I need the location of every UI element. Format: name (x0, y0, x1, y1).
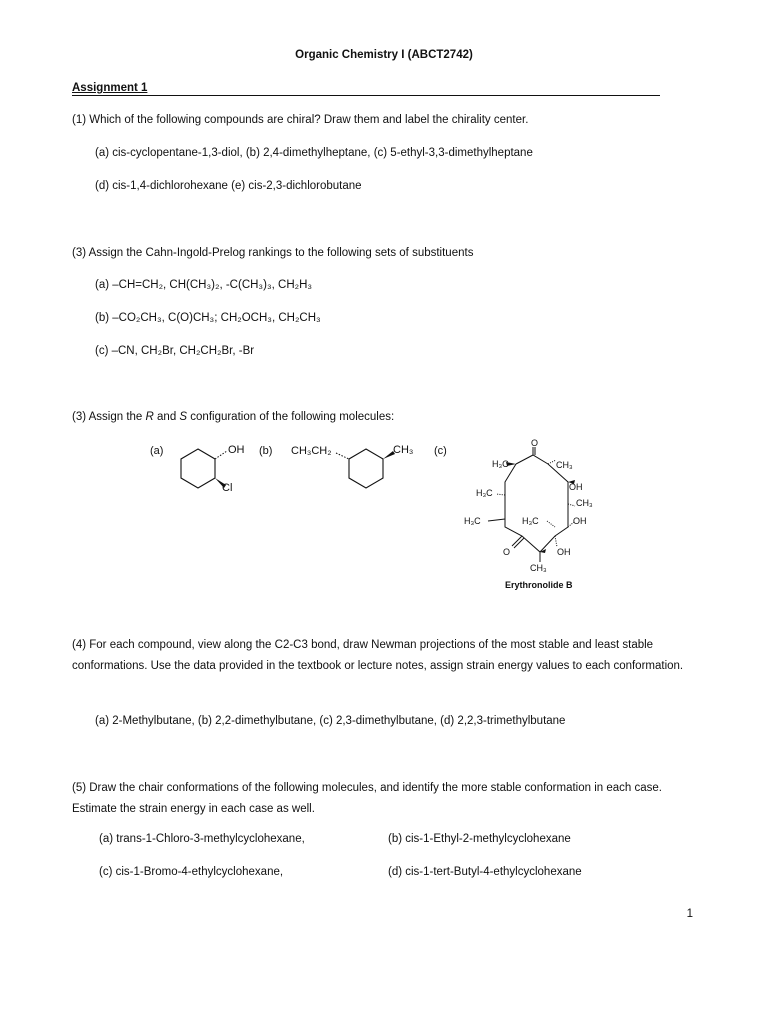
molecule-b (291, 444, 413, 488)
question-5-item-a: (a) trans-1-Chloro-3-methylcyclohexane, (99, 833, 305, 845)
heading-underline (72, 95, 660, 96)
molecule-a (181, 444, 245, 494)
carbonyl-o-top: O (531, 438, 539, 448)
h3c-inner-label: H₃C (522, 516, 539, 526)
question-2-item-c: (c) –CN, CH₂Br, CH₂CH₂Br, -Br (95, 345, 255, 357)
ch3-top-label: CH₃ (556, 460, 573, 470)
structure-label-b: (b) (259, 445, 273, 457)
oh-right-1-label: OH (569, 482, 583, 492)
page-number: 1 (686, 908, 693, 920)
carbonyl-o-bottom: O (503, 547, 511, 557)
question-1-line-1: (a) cis-cyclopentane-1,3-diol, (b) 2,4-dimethylheptane, (c) 5-ethyl-3,3-dimethylheptane (95, 147, 533, 159)
cl-label: Cl (222, 482, 233, 494)
question-1-line-2: (d) cis-1,4-dichlorohexane (e) cis-2,3-dichlorobutane (95, 180, 362, 192)
ch3-bottom-label: CH₃ (530, 563, 547, 573)
oh-label: OH (228, 444, 245, 456)
question-4-prompt: (4) For each compound, view along the C2-C3 bond, draw Newman projections of the most stable and least stable conformations. Use the data provided in the textbook or lecture notes, assign strain energy values to each conformation. (72, 639, 684, 672)
oh-bottom-label: OH (557, 547, 571, 557)
molecule-c (464, 438, 593, 590)
question-5-item-b: (b) cis-1-Ethyl-2-methylcyclohexane (388, 833, 571, 845)
question-5-prompt: (5) Draw the chair conformations of the following molecules, and identify the more stable conformation in each case. Estimate the strain energy in each case as well. (72, 782, 662, 815)
methyl-label: CH₃ (393, 444, 414, 456)
oh-right-2-label: OH (573, 516, 587, 526)
question-2-item-b: (b) –CO₂CH₃, C(O)CH₃; CH₂OCH₃, CH₂CH₃ (95, 312, 321, 324)
assignment-heading: Assignment 1 (72, 82, 148, 94)
h3c-left-label: H₃C (476, 488, 493, 498)
ch3-right-label: CH₃ (576, 498, 593, 508)
h3c-top-label: H₃C (492, 459, 509, 469)
question-1-prompt: (1) Which of the following compounds are chiral? Draw them and label the chirality center. (72, 114, 529, 126)
ethyl-label: CH₃CH₂ (291, 445, 332, 457)
question-3-prompt: (3) Assign the R and S configuration of the following molecules: (72, 411, 395, 423)
question-2-prompt: (3) Assign the Cahn-Ingold-Prelog rankings to the following sets of substituents (72, 247, 474, 259)
structure-label-a: (a) (150, 445, 164, 457)
question-2-item-a: (a) –CH=CH₂, CH(CH₃)₂, -C(CH₃)₃, CH₂H₃ (95, 279, 313, 291)
h3c-outer-label: H₃C (464, 516, 481, 526)
page-title: Organic Chemistry I (ABCT2742) (295, 49, 473, 61)
question-4-items: (a) 2-Methylbutane, (b) 2,2-dimethylbutane, (c) 2,3-dimethylbutane, (d) 2,2,3-trimethylbutane (95, 715, 566, 727)
question-5-item-d: (d) cis-1-tert-Butyl-4-ethylcyclohexane (388, 866, 582, 878)
structures-figure (0, 435, 768, 595)
question-5-item-c: (c) cis-1-Bromo-4-ethylcyclohexane, (99, 866, 284, 878)
structure-label-c: (c) (434, 445, 447, 457)
molecule-name: Erythronolide B (505, 580, 573, 590)
